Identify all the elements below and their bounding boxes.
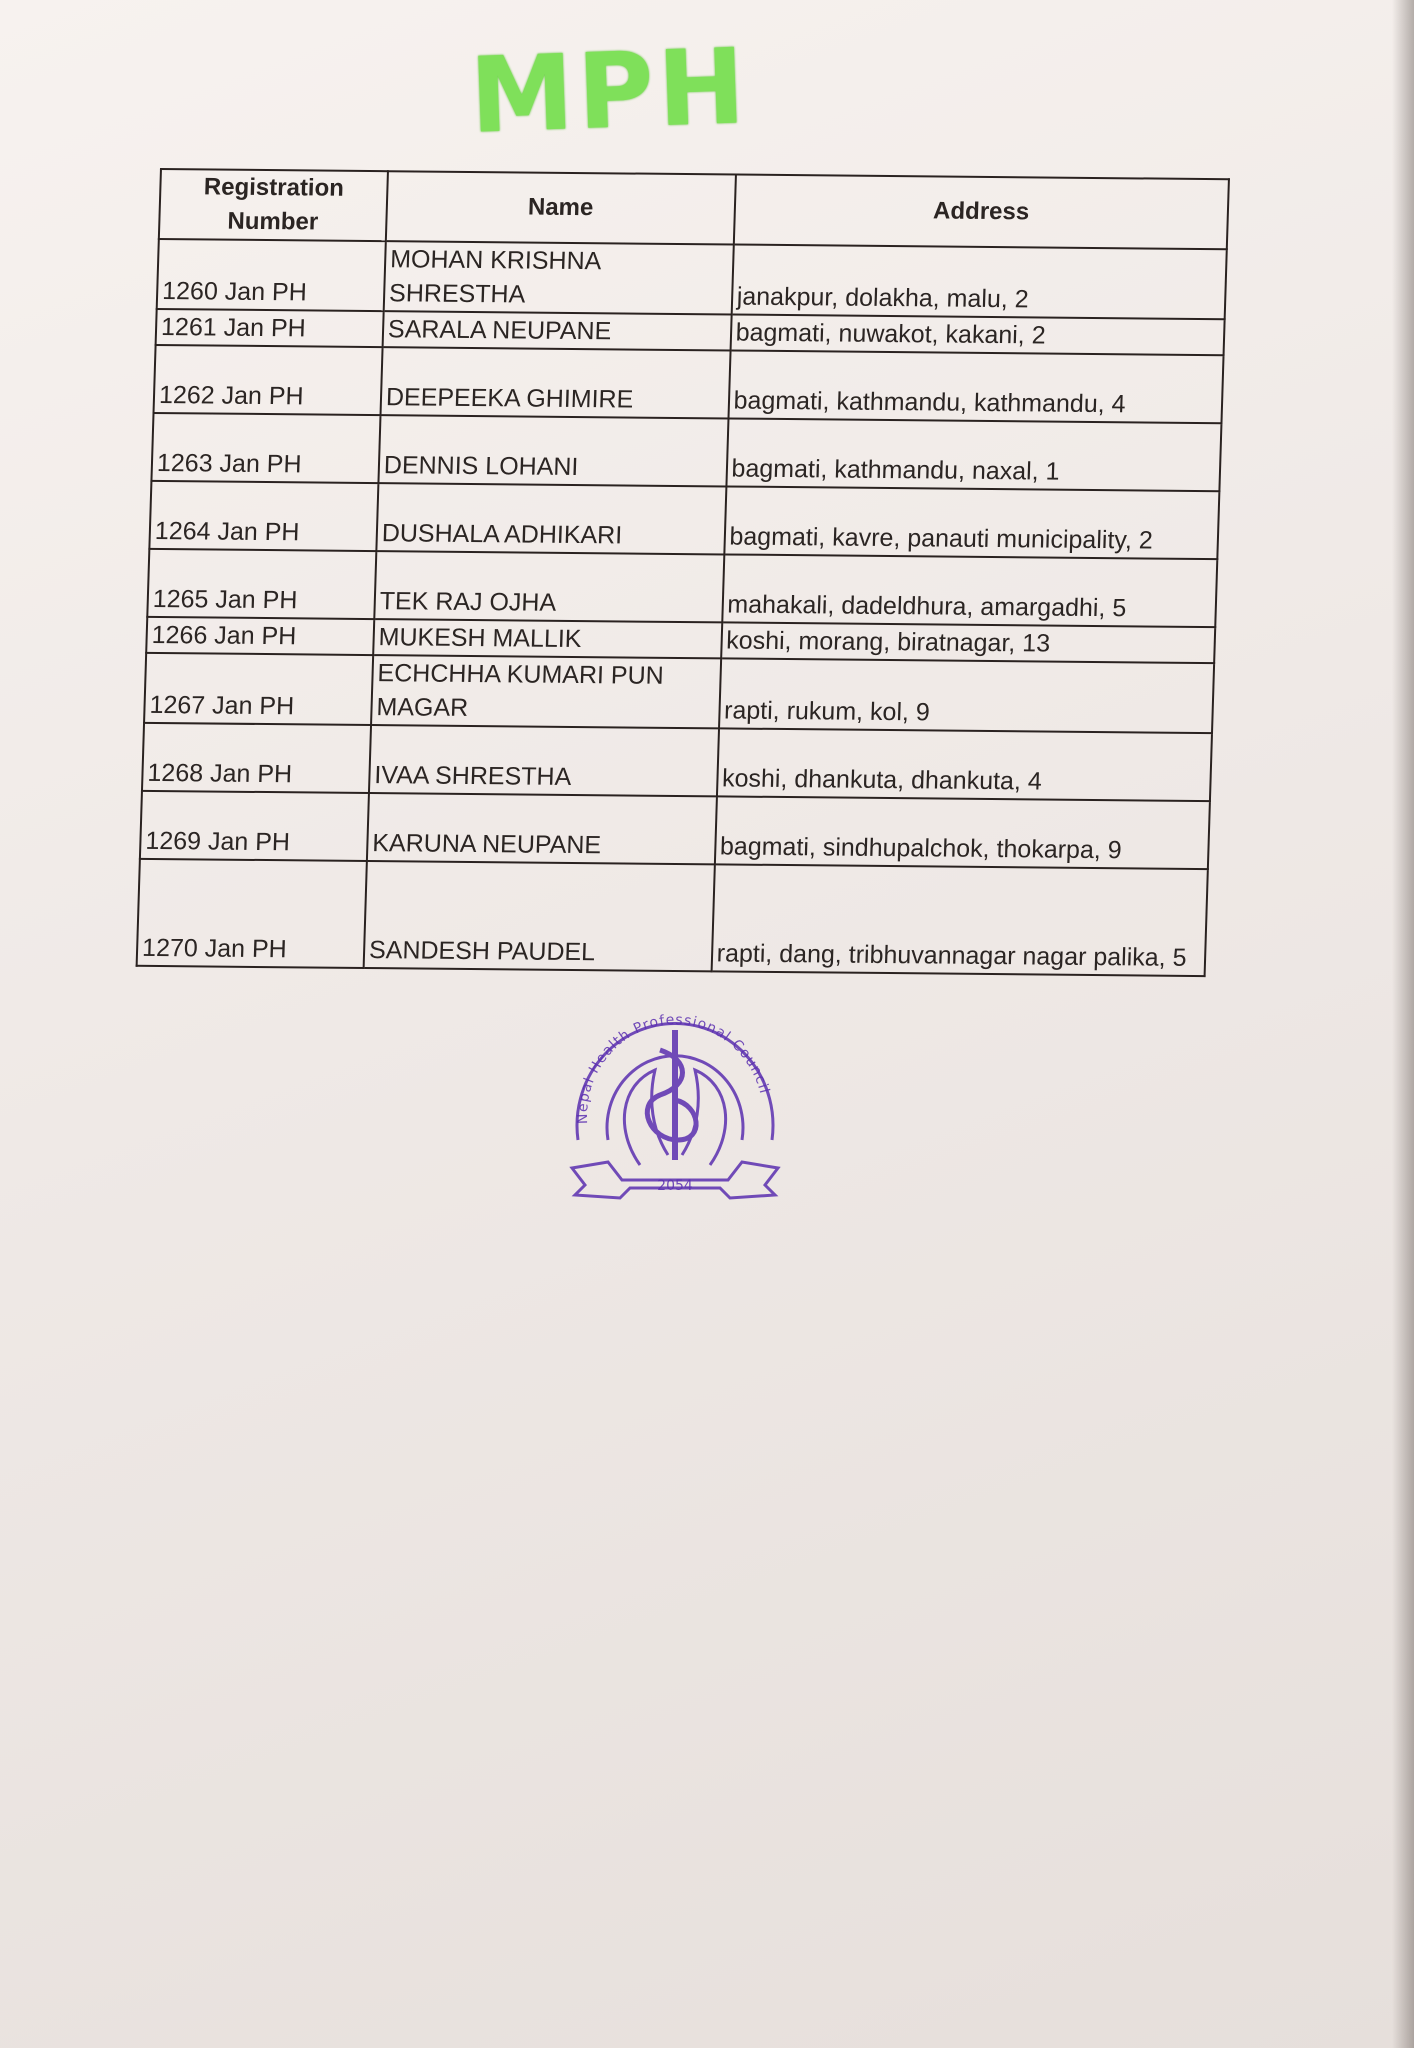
table-header-row	[159, 169, 1229, 249]
cell-name: MUKESH MALLIK	[373, 619, 722, 658]
cell-name: MOHAN KRISHNA SHRESTHA	[384, 241, 734, 314]
cell-name: DENNIS LOHANI	[378, 415, 728, 486]
header-name: Name	[386, 171, 736, 244]
cell-name: KARUNA NEUPANE	[367, 793, 717, 864]
table-row	[140, 791, 1210, 869]
cell-name: DUSHALA ADHIKARI	[376, 483, 726, 554]
cell-address: koshi, dhankuta, dhankuta, 4	[717, 728, 1212, 801]
cell-address: bagmati, kathmandu, naxal, 1	[726, 418, 1221, 491]
seal-text: Nepal Health Professional Council	[574, 1012, 773, 1125]
table-row	[142, 723, 1212, 801]
table-row	[144, 653, 1214, 733]
cell-address: bagmati, kavre, panauti municipality, 2	[724, 486, 1219, 559]
cell-registration: 1269 Jan PH	[140, 791, 369, 861]
cell-registration: 1270 Jan PH	[137, 859, 367, 968]
cell-registration: 1267 Jan PH	[144, 653, 373, 725]
cell-address: bagmati, kathmandu, kathmandu, 4	[728, 350, 1223, 423]
cell-address: rapti, dang, tribhuvannagar nagar palika, 5	[711, 864, 1208, 976]
serpent-shape	[647, 1050, 696, 1140]
table-row	[151, 413, 1221, 491]
header-address: Address	[733, 175, 1229, 250]
cell-registration: 1266 Jan PH	[146, 617, 374, 655]
table-row	[149, 481, 1219, 559]
cell-registration: 1261 Jan PH	[156, 309, 384, 347]
table-row	[137, 859, 1208, 976]
table-row	[147, 549, 1217, 627]
cell-registration: 1260 Jan PH	[157, 239, 386, 311]
cell-address: bagmati, nuwakot, kakani, 2	[730, 314, 1224, 355]
council-seal-stamp	[560, 990, 790, 1230]
cell-name: TEK RAJ OJHA	[374, 551, 724, 622]
right-hand-shape	[682, 1070, 726, 1165]
cell-address: mahakali, dadeldhura, amargadhi, 5	[722, 554, 1217, 627]
cell-registration: 1265 Jan PH	[147, 549, 376, 619]
header-registration-number: Registration Number	[159, 169, 388, 241]
handwritten-heading: MPH	[467, 25, 751, 157]
cell-registration: 1263 Jan PH	[151, 413, 380, 483]
registration-table	[136, 168, 1230, 977]
cell-address: bagmati, sindhupalchok, thokarpa, 9	[714, 796, 1209, 869]
cell-registration: 1268 Jan PH	[142, 723, 371, 793]
table-row	[157, 239, 1227, 319]
seal-year: 2054	[657, 1178, 693, 1194]
page-edge-shadow	[1392, 0, 1414, 2048]
cell-registration: 1262 Jan PH	[154, 345, 383, 415]
cell-address: rapti, rukum, kol, 9	[719, 658, 1215, 733]
cell-registration: 1264 Jan PH	[149, 481, 378, 551]
cell-name: SARALA NEUPANE	[383, 311, 732, 350]
table-row	[154, 345, 1224, 423]
cell-name: DEEPEEKA GHIMIRE	[380, 347, 730, 418]
cell-name: IVAA SHRESTHA	[369, 725, 719, 796]
cell-name: ECHCHHA KUMARI PUN MAGAR	[371, 655, 721, 728]
cell-name: SANDESH PAUDEL	[364, 861, 715, 971]
cell-address: janakpur, dolakha, malu, 2	[731, 245, 1227, 320]
cell-address: koshi, morang, biratnagar, 13	[721, 622, 1215, 663]
